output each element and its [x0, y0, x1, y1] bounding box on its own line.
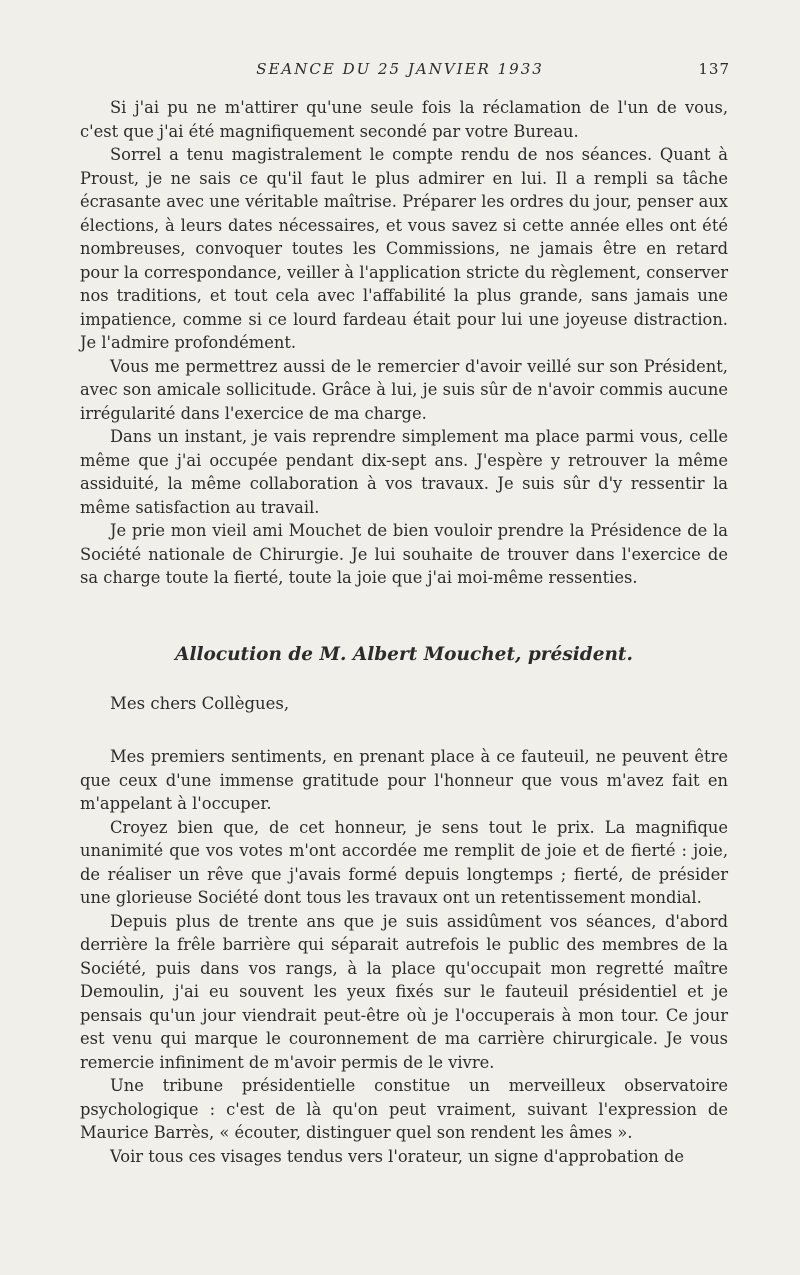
- paragraph: Une tribune présidentielle constitue un merveilleux observatoire psychologique : c'est de là qu'on peut vraiment, suivant l'expression de Maurice Barrès, « écouter, distinguer quel son rendent les âmes ».: [80, 1076, 728, 1142]
- page-number: 137: [698, 60, 730, 78]
- header-title: SEANCE DU 25 JANVIER 1933: [256, 60, 544, 78]
- paragraph: Depuis plus de trente ans que je suis assidûment vos séances, d'abord derrière la frêle barrière qui séparait autrefois le public des membres de la Société, puis dans vos rangs, à la place qu'occupait mon regretté maître Demoulin, j'ai eu souvent les yeux fixés sur le fauteuil présidentiel et je pensais qu'un jour viendrait peut-être où je l'occuperais à mon tour. Ce jour est venu qui marque le couronnement de ma carrière chirurgicale. Je vous remercie infiniment de m'avoir permis de le vivre.: [80, 911, 728, 1072]
- paragraph: Si j'ai pu ne m'attirer qu'une seule fois la réclamation de l'un de vous, c'est que j'ai été magnifiquement secondé par votre Bureau.: [80, 98, 728, 141]
- paragraph: Vous me permettrez aussi de le remercier d'avoir veillé sur son Président, avec son amicale sollicitude. Grâce à lui, je suis sûr de n'avoir commis aucune irrégularité dans l'exercice de ma charge.: [80, 356, 728, 423]
- paragraph: Voir tous ces visages tendus vers l'orateur, un signe d'approbation de: [110, 1146, 685, 1166]
- paragraph: Dans un instant, je vais reprendre simplement ma place parmi vous, celle même que j'ai occupée pendant dix-sept ans. J'espère y retrouver la même assiduité, la même collaboration à vos travaux. Je suis sûr d'y ressentir la même satisfaction au travail.: [80, 427, 728, 517]
- salutation: Mes chers Collègues,: [110, 693, 290, 713]
- paragraph: Mes premiers sentiments, en prenant place à ce fauteuil, ne peuvent être que ceux d'une immense gratitude pour l'honneur que vous m'avez fait en m'appelant à l'occuper.: [80, 747, 728, 813]
- section-heading: Allocution de M. Albert Mouchet, président.: [175, 643, 633, 665]
- page-body: [80, 96, 728, 1168]
- paragraph: Sorrel a tenu magistralement le compte rendu de nos séances. Quant à Proust, je ne sais ce qu'il faut le plus admirer en lui. Il a rempli sa tâche écrasante avec une véritable maîtrise. Préparer les ordres du jour, penser aux élections, à leurs dates nécessaires, et vous savez si cette année elles ont été nombreuses, convoquer toutes les Commissions, ne jamais être en retard pour la correspondance, veiller à l'application stricte du règlement, conserver nos traditions, et tout cela avec l'affabilité la plus grande, sans jamais une impatience, comme si ce lourd fardeau était pour lui une joyeuse distraction. Je l'admire profondément.: [80, 145, 728, 352]
- paragraph: Croyez bien que, de cet honneur, je sens tout le prix. La magnifique unanimité que vos votes m'ont accordée me remplit de joie et de fierté : joie, de réaliser un rêve que j'avais formé depuis longtemps ; fierté, de présider une glorieuse Société dont tous les travaux ont un retentissement mondial.: [80, 817, 728, 907]
- running-header: [0, 60, 800, 86]
- paragraph: Je prie mon vieil ami Mouchet de bien vouloir prendre la Présidence de la Société nationale de Chirurgie. Je lui souhaite de trouver dans l'exercice de sa charge toute la fierté, toute la joie que j'ai moi-même ressenties.: [80, 521, 728, 587]
